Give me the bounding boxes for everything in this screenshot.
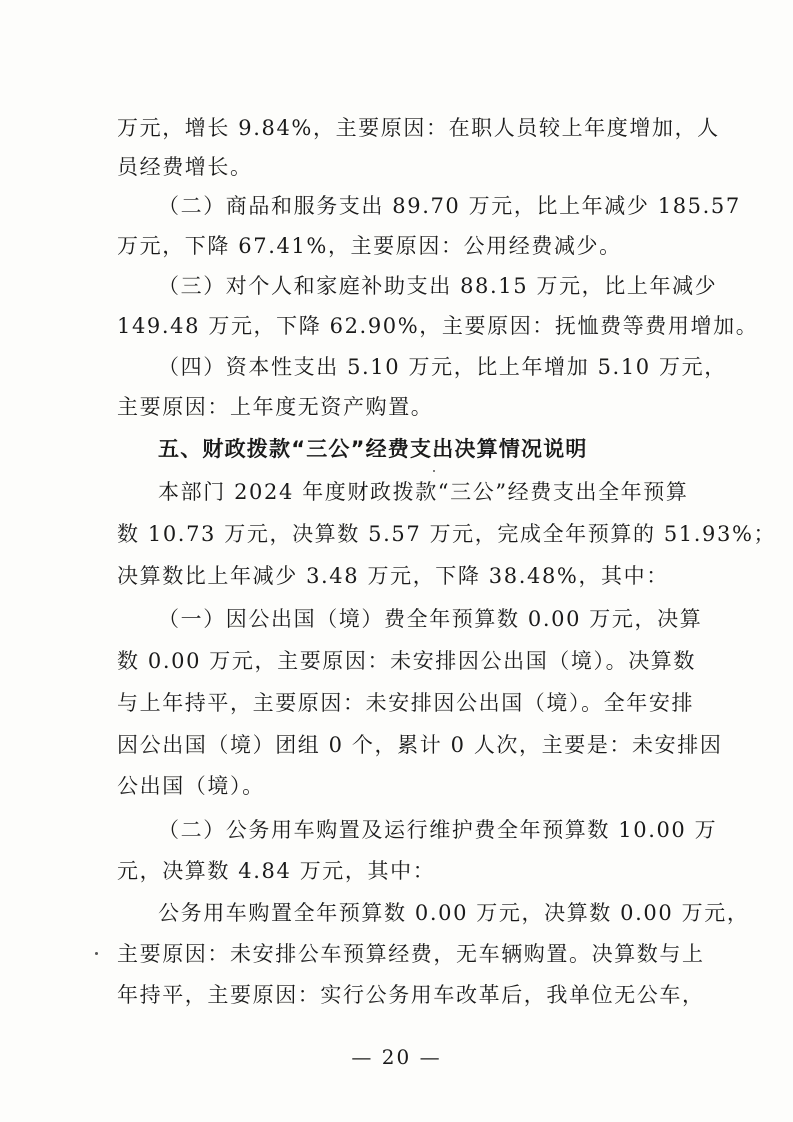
text-line: 公务用车购置全年预算数 0.00 万元，决算数 0.00 万元， bbox=[158, 901, 750, 925]
text-line: （一）因公出国（境）费全年预算数 0.00 万元，决算 bbox=[158, 607, 703, 631]
text-line: 数 10.73 万元，决算数 5.57 万元，完成全年预算的 51.93%； bbox=[117, 522, 777, 546]
text-line: 万元，增长 9.84%，主要原因：在职人员较上年度增加，人 bbox=[117, 116, 720, 140]
text-line: 万元，下降 67.41%，主要原因：公用经费减少。 bbox=[117, 234, 622, 258]
section-heading: 五、财政拨款“三公”经费支出决算情况说明 bbox=[158, 437, 588, 461]
text-line: 数 0.00 万元，主要原因：未安排因公出国（境）。决算数 bbox=[117, 649, 697, 673]
text-line: 149.48 万元，下降 62.90%，主要原因：抚恤费等费用增加。 bbox=[117, 314, 759, 338]
text-line: 主要原因：未安排公车预算经费，无车辆购置。决算数与上 bbox=[117, 942, 705, 966]
text-line: 决算数比上年减少 3.48 万元，下降 38.48%，其中： bbox=[117, 564, 669, 588]
scan-speck bbox=[95, 952, 98, 955]
text-line: 员经费增长。 bbox=[117, 155, 253, 179]
text-line: （二）公务用车购置及运行维护费全年预算数 10.00 万 bbox=[158, 818, 718, 842]
text-line: 与上年持平，主要原因：未安排因公出国（境）。全年安排 bbox=[117, 691, 695, 715]
text-line: （四）资本性支出 5.10 万元，比上年增加 5.10 万元， bbox=[158, 355, 727, 379]
page-number: — 20 — bbox=[351, 1045, 442, 1069]
text-line: 公出国（境）。 bbox=[117, 774, 265, 798]
text-line: 元，决算数 4.84 万元，其中： bbox=[117, 859, 436, 883]
text-line: 年持平，主要原因：实行公务用车改革后，我单位无公车， bbox=[117, 983, 705, 1007]
text-line: 因公出国（境）团组 0 个，累计 0 人次，主要是：未安排因 bbox=[117, 733, 723, 757]
scan-speck bbox=[433, 470, 435, 472]
text-line: （三）对个人和家庭补助支出 88.15 万元，比上年减少 bbox=[158, 274, 718, 298]
text-line: 本部门 2024 年度财政拨款“三公”经费支出全年预算 bbox=[158, 480, 689, 504]
text-line: 主要原因：上年度无资产购置。 bbox=[117, 395, 434, 419]
text-line: （二）商品和服务支出 89.70 万元，比上年减少 185.57 bbox=[158, 194, 741, 218]
